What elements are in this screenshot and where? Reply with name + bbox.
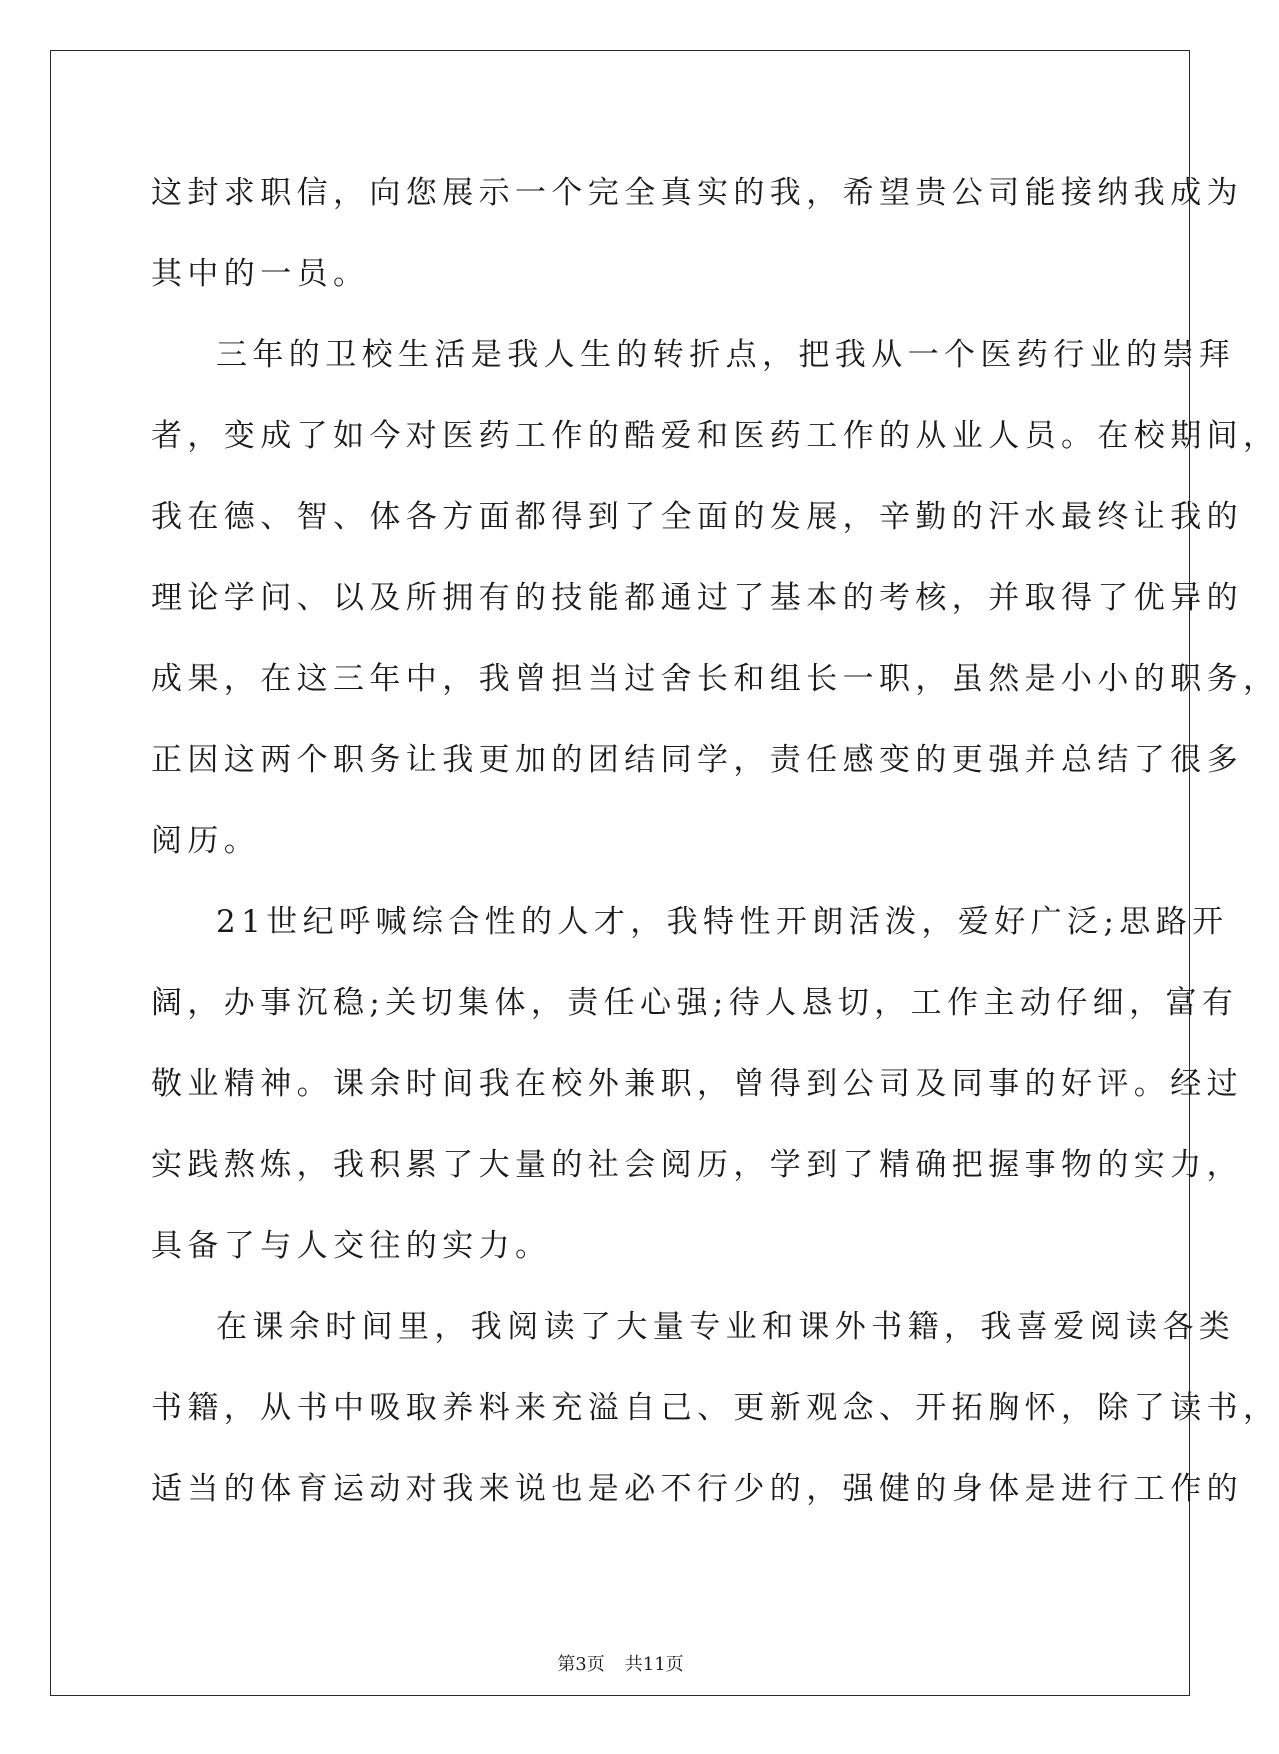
text-line: 阅历。 bbox=[151, 823, 261, 859]
total-page-count: 共11页 bbox=[624, 1654, 684, 1675]
paragraph-start-line: 21世纪呼喊综合性的人才，我特性开朗活泼，爱好广泛;思路开 bbox=[216, 904, 1229, 940]
text-line: 敬业精神。课余时间我在校外兼职，曾得到公司及同事的好评。经过 bbox=[151, 1066, 1243, 1102]
document-body bbox=[151, 153, 1279, 1530]
text-line: 书籍，从书中吸取养料来充溢自己、更新观念、开拓胸怀，除了读书， bbox=[151, 1390, 1279, 1426]
text-line: 理论学问、以及所拥有的技能都通过了基本的考核，并取得了优异的 bbox=[151, 580, 1243, 616]
text-line: 正因这两个职务让我更加的团结同学，责任感变的更强并总结了很多 bbox=[151, 742, 1243, 778]
text-line: 适当的体育运动对我来说也是必不行少的，强健的身体是进行工作的 bbox=[151, 1471, 1243, 1507]
text-line: 其中的一员。 bbox=[151, 256, 370, 292]
text-line: 成果，在这三年中，我曾担当过舍长和组长一职，虽然是小小的职务， bbox=[151, 661, 1279, 697]
text-line: 者，变成了如今对医药工作的酷爱和医药工作的从业人员。在校期间， bbox=[151, 418, 1279, 454]
current-page-number: 第3页 bbox=[557, 1654, 605, 1675]
text-line: 阔，办事沉稳;关切集体，责任心强;待人恳切，工作主动仔细，富有 bbox=[151, 985, 1239, 1021]
text-line: 实践熬炼，我积累了大量的社会阅历，学到了精确把握事物的实力， bbox=[151, 1147, 1243, 1183]
page-footer bbox=[0, 1650, 1241, 1676]
paragraph-start-line: 三年的卫校生活是我人生的转折点，把我从一个医药行业的崇拜 bbox=[216, 337, 1236, 373]
text-line: 我在德、智、体各方面都得到了全面的发展，辛勤的汗水最终让我的 bbox=[151, 499, 1243, 535]
text-line: 这封求职信，向您展示一个完全真实的我，希望贵公司能接纳我成为 bbox=[151, 175, 1243, 211]
text-line: 具备了与人交往的实力。 bbox=[151, 1228, 552, 1264]
paragraph-start-line: 在课余时间里，我阅读了大量专业和课外书籍，我喜爱阅读各类 bbox=[216, 1309, 1236, 1345]
